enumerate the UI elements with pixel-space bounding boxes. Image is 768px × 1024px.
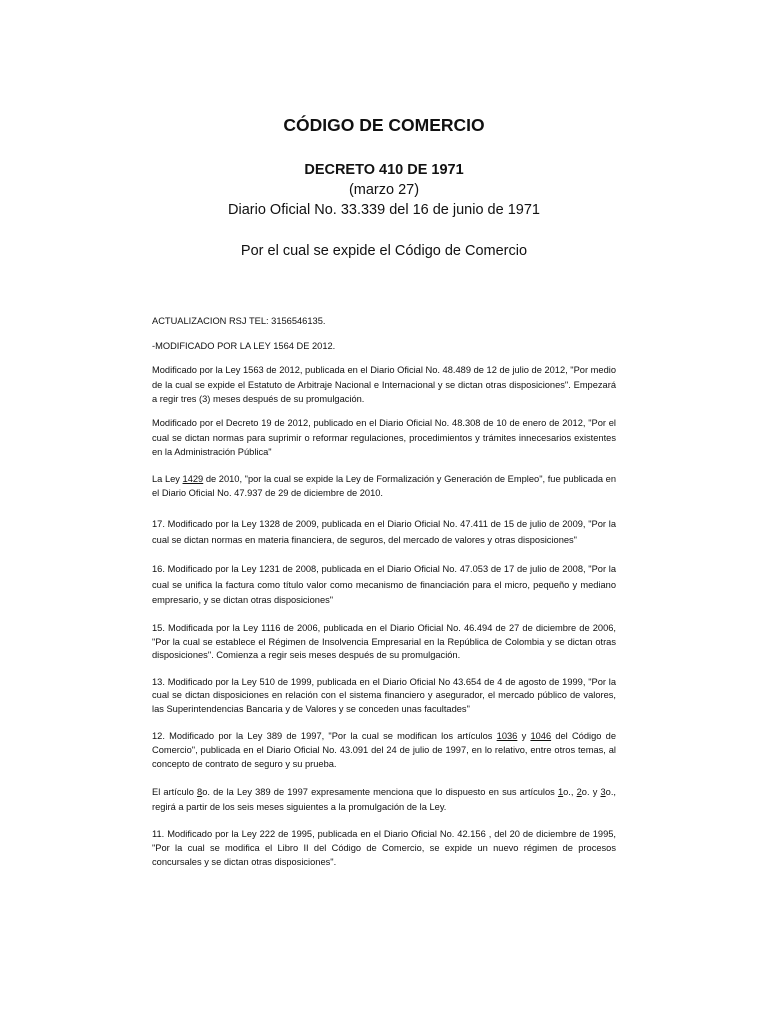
text-segment: La Ley — [152, 473, 183, 484]
paragraph-ley-510: 13. Modificado por la Ley 510 de 1999, publicada en el Diario Oficial No 43.654 de 4 de agosto de 1999, "Por la cual se dictan disposiciones en relación con el sistema financiero y asegurador, el mercado público de valores, las Superintendencias Bancaria y de Valores y se conceden unas facultades" — [152, 676, 616, 714]
modified-note: -MODIFICADO POR LA LEY 1564 DE 2012. — [152, 340, 336, 351]
articulo-3-link[interactable]: 3 — [600, 787, 606, 798]
paragraph-ley-1231: 16. Modificado por la Ley 1231 de 2008, publicada en el Diario Oficial No. 47.053 de 17 de julio de 2008, "Por la cual se unifica la factura como título valor como mecanismo de financiación para el micro, pequeño y mediano empresario, y se dictan otras disposiciones" — [152, 564, 616, 606]
decree-date: (marzo 27) — [348, 182, 420, 198]
paragraph-articulo-8 — [152, 785, 616, 814]
decree-purpose: Por el cual se expide el Código de Comercio — [240, 243, 528, 259]
document-header — [0, 112, 768, 262]
text-segment: o. de la Ley 389 de 1997 expresamente menciona que lo dispuesto en sus artículos — [202, 787, 558, 798]
document-title: CÓDIGO DE COMERCIO — [283, 115, 485, 135]
paragraph-decreto-19: Modificado por el Decreto 19 de 2012, publicado en el Diario Oficial No. 48.308 de 10 de enero de 2012, "Por el cual se dictan normas para suprimir o reformar regulaciones, procedimientos y trámites innecesarios existentes en la Administración Pública" — [152, 417, 616, 458]
text-segment: o., regirá a partir de los seis meses siguientes a la promulgación de la Ley. — [152, 787, 617, 812]
text-segment: o., — [563, 787, 577, 798]
paragraph-ley-1116: 15. Modificada por la Ley 1116 de 2006, publicada en el Diario Oficial No. 46.494 de 27 de diciembre de 2006, "Por la cual se establece el Régimen de Insolvencia Empresarial en la República de Colombia y se dictan otras disposiciones". Comienza a regir seis meses después de su promulgación. — [152, 622, 616, 661]
document-body — [152, 314, 616, 869]
articulo-8-link[interactable]: 8 — [197, 787, 203, 798]
text-segment: de 2010, "por la cual se expide la Ley de Formalización y Generación de Empleo", fue publicada en el Diario Oficial No. 47.937 de 29 de diciembre de 2010. — [152, 473, 616, 499]
decree-number: DECRETO 410 DE 1971 — [304, 162, 464, 178]
contact-line: ACTUALIZACION RSJ TEL: 3156546135. — [152, 316, 326, 326]
ley-1429-link[interactable]: 1429 — [182, 473, 204, 484]
articulo-1-link[interactable]: 1 — [557, 787, 564, 798]
text-segment: y — [517, 731, 531, 742]
paragraph-ley-1429 — [152, 472, 616, 501]
gazette-reference: Diario Oficial No. 33.339 del 16 de junio de 1971 — [228, 202, 540, 218]
articulo-2-link[interactable]: 2 — [576, 787, 582, 798]
paragraph-ley-222: 11. Modificado por la Ley 222 de 1995, publicada en el Diario Oficial No. 42.156 , del 20 de diciembre de 1995, "Por la cual se modifica el Libro II del Código de Comercio, se expide un nuevo régimen de procesos concursales y se dictan otras disposiciones". — [152, 829, 616, 867]
text-segment: o. y — [581, 787, 601, 798]
paragraph-ley-1328: 17. Modificado por la Ley 1328 de 2009, publicada en el Diario Oficial No. 47.411 de 15 de julio de 2009, "Por la cual se dictan normas en materia financiera, de seguros, del mercado de valores y otras disposiciones" — [152, 518, 616, 545]
text-segment: El artículo — [152, 787, 198, 798]
text-segment: del Código de Comercio", publicada en el Diario Oficial No. 43.091 del 24 de julio de 1997, en lo relativo, entre otros temas, al concepto de contrato de seguro y su prueba. — [152, 731, 616, 769]
paragraph-ley-1563: Modificado por la Ley 1563 de 2012, publicada en el Diario Oficial No. 48.489 de 12 de julio de 2012, "Por medio de la cual se expide el Estatuto de Arbitraje Nacional e Internacional y se dictan otras disposiciones". Empezará a regir tres (3) meses después de su promulgación. — [152, 365, 616, 405]
text-segment: 12. Modificado por la Ley 389 de 1997, "Por la cual se modifican los artículos — [152, 731, 497, 742]
articulo-1036-link[interactable]: 1036 — [496, 731, 518, 742]
articulo-1046-link[interactable]: 1046 — [530, 731, 552, 742]
paragraph-ley-389 — [152, 730, 616, 771]
